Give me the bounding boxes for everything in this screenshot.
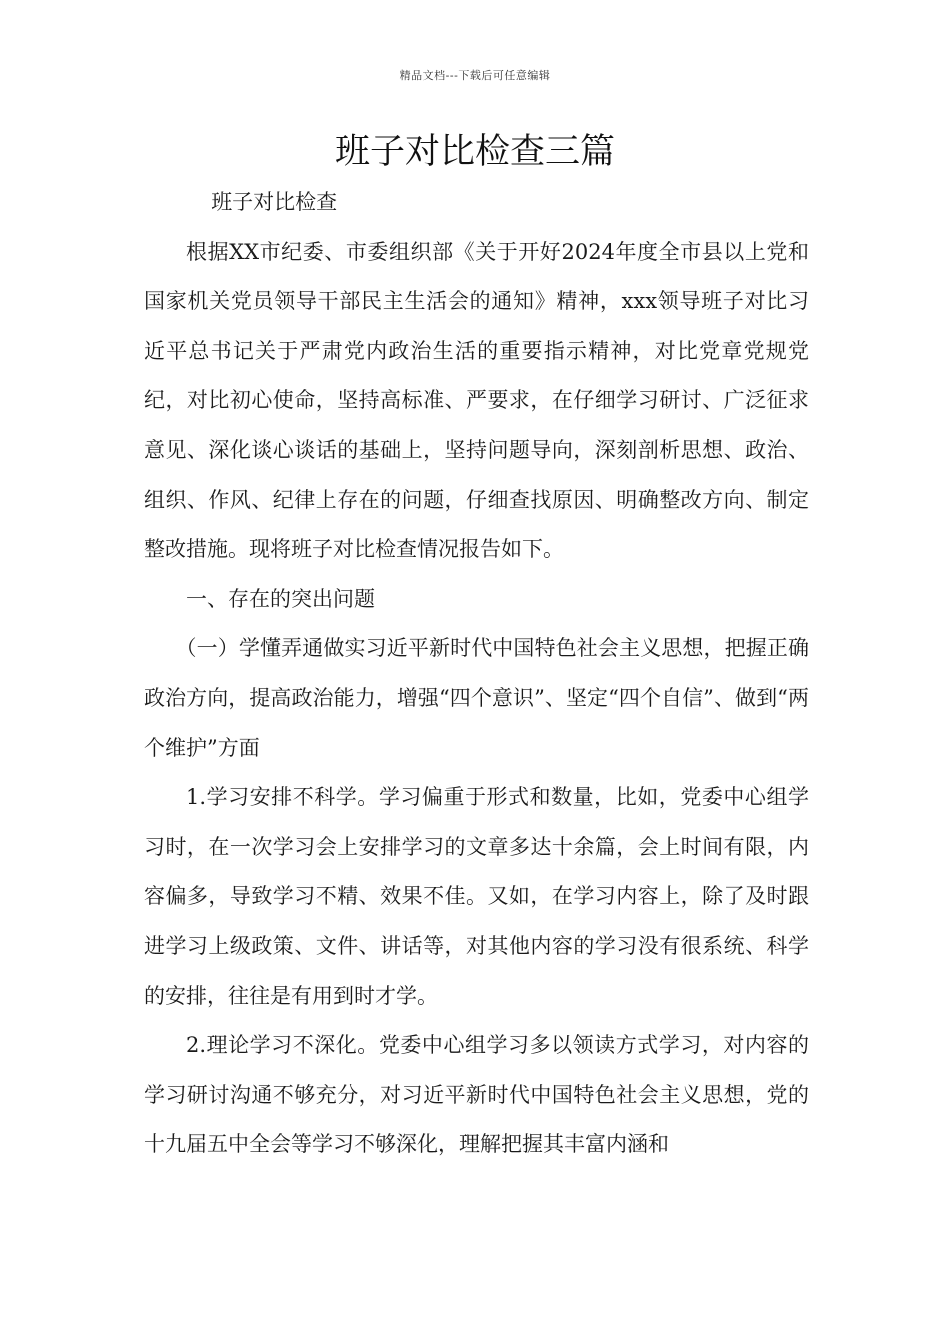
section-heading: 一、存在的突出问题 <box>186 586 375 611</box>
paragraph-intro: 根据XX市纪委、市委组织部《关于开好2024年度全市县以上党和国家机关党员领导干部民主生活会的通知》精神，xxx领导班子对比习近平总书记关于严肃党内政治生活的重要指示精神，对比党章党规党纪，对比初心使命，坚持高标准、严要求，在仔细学习研讨、广泛征求意见、深化谈心谈话的基础上，坚持问题导向，深刻剖析思想、政治、组织、作风、纪律上存在的问题，仔细查找原因、明确整改方向、制定整改措施。现将班子对比检查情况报告如下。 <box>144 239 809 562</box>
subsection-heading: （一）学懂弄通做实习近平新时代中国特色社会主义思想，把握正确政治方向，提高政治能力，增强“四个意识”、坚定“四个自信”、做到“两个维护”方面 <box>144 636 809 760</box>
paragraph-item-2: 2.理论学习不深化。党委中心组学习多以领读方式学习，对内容的学习研讨沟通不够充分，对习近平新时代中国特色社会主义思想，党的十九届五中全会等学习不够深化，理解把握其丰富内涵和 <box>144 1033 809 1157</box>
header-note: 精品文档---下载后可任意编辑 <box>399 69 551 82</box>
document-body <box>144 178 809 1170</box>
document-subtitle: 班子对比检查 <box>211 190 338 214</box>
document-title: 班子对比检查三篇 <box>334 132 615 172</box>
paragraph-item-1: 1.学习安排不科学。学习偏重于形式和数量，比如，党委中心组学习时，在一次学习会上安排学习的文章多达十余篇，会上时间有限，内容偏多，导致学习不精、效果不佳。又如，在学习内容上，除了及时跟进学习上级政策、文件、讲话等，对其他内容的学习没有很系统、科学的安排，往往是有用到时才学。 <box>144 785 809 1008</box>
